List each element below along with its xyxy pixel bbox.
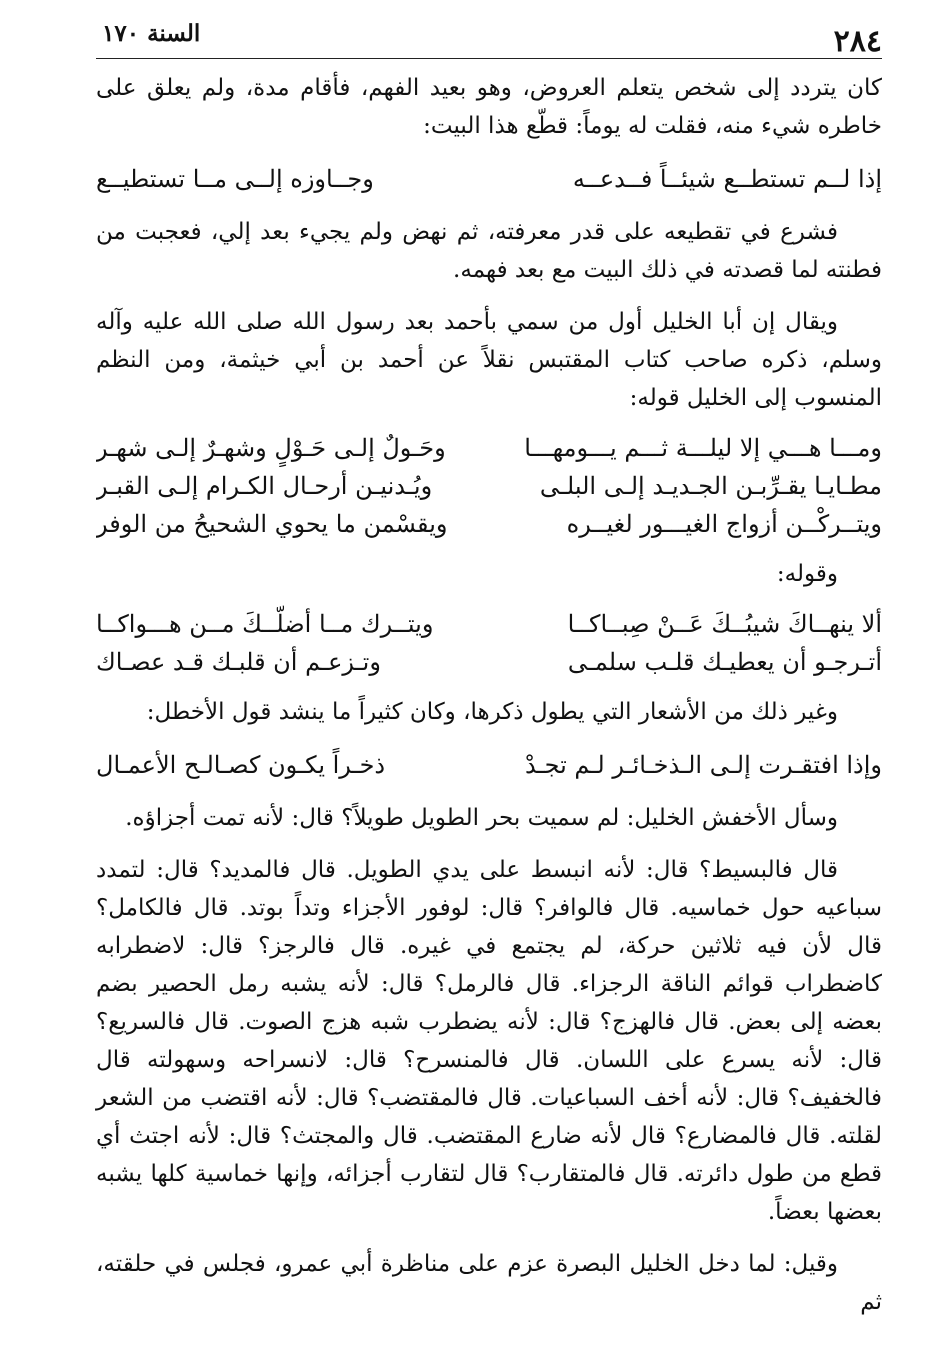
verse-block-3 — [96, 605, 882, 681]
verse-line — [96, 157, 882, 201]
verse-first-hemistich: ألا ينهــاكَ شيبُــكَ عَــنْ صِبــاكــا — [567, 610, 882, 638]
paragraph-7: قال فالبسيط؟ قال: لأنه انبسط على يدي الطويل. قال فالمديد؟ قال: لتمدد سباعيه حول خماسيه. قال فالوافر؟ قال: لوفور الأجزاء وتداً بوتد. قال فالكامل؟ قال لأن فيه ثلاثين حركة، لم يجتمع في غيره. قال فالرجز؟ قال: لاضطرابه كاضطراب قوائم الناقة الرجزاء. قال فالرمل؟ قال: لأنه يشبه رمل الحصير بضم بعضه إلى بعض. قال فالهزج؟ قال: لأنه يضطرب شبه هزج الصوت. قال فالسريع؟ قال: لأنه يسرع على اللسان. قال فالمنسرح؟ قال: لانسراحه وسهولته قال فالخفيف؟ قال: لأنه أخف السباعيات. قال فالمقتضب؟ قال: لأنه اقتضب من الشعر لقلته. قال فالمضارع؟ قال لأنه ضارع المقتضب. قال والمجتث؟ قال: لأنه اجتث أي قطع من طول دائرته. قال فالمتقارب؟ قال لتقارب أجزائه، وإنها خماسية كلها يشبه بعضها بعضاً. — [96, 857, 882, 1225]
paragraph-6: وسأل الأخفش الخليل: لم سميت بحر الطويل طويلاً؟ قال: لأنه تمت أجزاؤه. — [125, 805, 838, 831]
paragraph-4: وقوله: — [776, 561, 838, 587]
paragraph-8: وقيل: لما دخل الخليل البصرة عزم على مناظرة أبي عمرو، فجلس في حلقته، ثم — [96, 1251, 882, 1315]
page-number: ٢٨٤ — [833, 24, 882, 59]
verse-line — [96, 605, 882, 643]
page-body — [96, 69, 882, 1321]
verse-first-hemistich: ومـــا هـــي إلا ليلـــة ثـــم يـــومهـــا — [524, 434, 882, 462]
paragraph-3: ويقال إن أبا الخليل أول من سمي بأحمد بعد رسول الله صلى الله عليه وآله وسلم، ذكره صاحب كتاب المقتبس نقلاً عن أحمد بن أبي خيثمة، ومن النظم المنسوب إلى الخليل قوله: — [96, 309, 882, 411]
verse-second-hemistich: ويُـدنيـن أرحـال الكـرام إلـى القبـر — [96, 472, 433, 500]
paragraph-5: وغير ذلك من الأشعار التي يطول ذكرها، وكان كثيراً ما ينشد قول الأخطل: — [146, 699, 838, 725]
verse-second-hemistich: وتـزعـم أن قلبـك قـد عصـاك — [96, 648, 381, 676]
verse-first-hemistich: ويتــركْــن أزواج الغيـــور لغيــره — [566, 510, 882, 538]
verse-second-hemistich: ذخـراً يكـون كصـالـح الأعمـال — [96, 751, 386, 779]
verse-block-1 — [96, 157, 882, 201]
verse-line — [96, 467, 882, 505]
verse-block-4 — [96, 743, 882, 787]
paragraph-1: كان يتردد إلى شخص يتعلم العروض، وهو بعيد الفهم، فأقام مدة، ولم يعلق على خاطره شيء منه، فقلت له يوماً: قطّع هذا البيت: — [96, 75, 882, 139]
verse-line — [96, 505, 882, 543]
book-page — [96, 14, 882, 1321]
page-header — [96, 14, 882, 59]
verse-second-hemistich: ويقسْمن ما يحوي الشحيحُ من الوفر — [96, 510, 448, 538]
running-head: السنة ١٧٠ — [102, 20, 201, 47]
verse-line — [96, 743, 882, 787]
verse-first-hemistich: مطـايـا يقـرِّبـن الجـديـد إلـى البلـى — [539, 472, 882, 500]
verse-line — [96, 429, 882, 467]
verse-first-hemistich: وإذا افتقـرت إلـى الـذخـائـر لـم تجـدْ — [524, 751, 882, 779]
paragraph-2: فشرع في تقطيعه على قدر معرفته، ثم نهض ولم يجيء بعد إلي، فعجبت من فطنته لما قصدته في ذلك البيت مع بعد فهمه. — [96, 219, 882, 283]
verse-second-hemistich: ويتــرك مــا أضلّــكَ مــن هـــواكــا — [96, 610, 434, 638]
verse-line — [96, 643, 882, 681]
verse-first-hemistich: أتـرجـو أن يعطيـك قلـب سلمـى — [567, 648, 882, 676]
verse-first-hemistich: إذا لــم تستطــع شيئــاً فــدعــه — [572, 165, 882, 193]
verse-block-2 — [96, 429, 882, 543]
verse-second-hemistich: وجــاوزه إلــى مــا تستطيــع — [96, 165, 374, 193]
verse-second-hemistich: وحَـولٌ إلـى حَـوْلٍ وشهـرٌ إلـى شهـر — [96, 434, 446, 462]
